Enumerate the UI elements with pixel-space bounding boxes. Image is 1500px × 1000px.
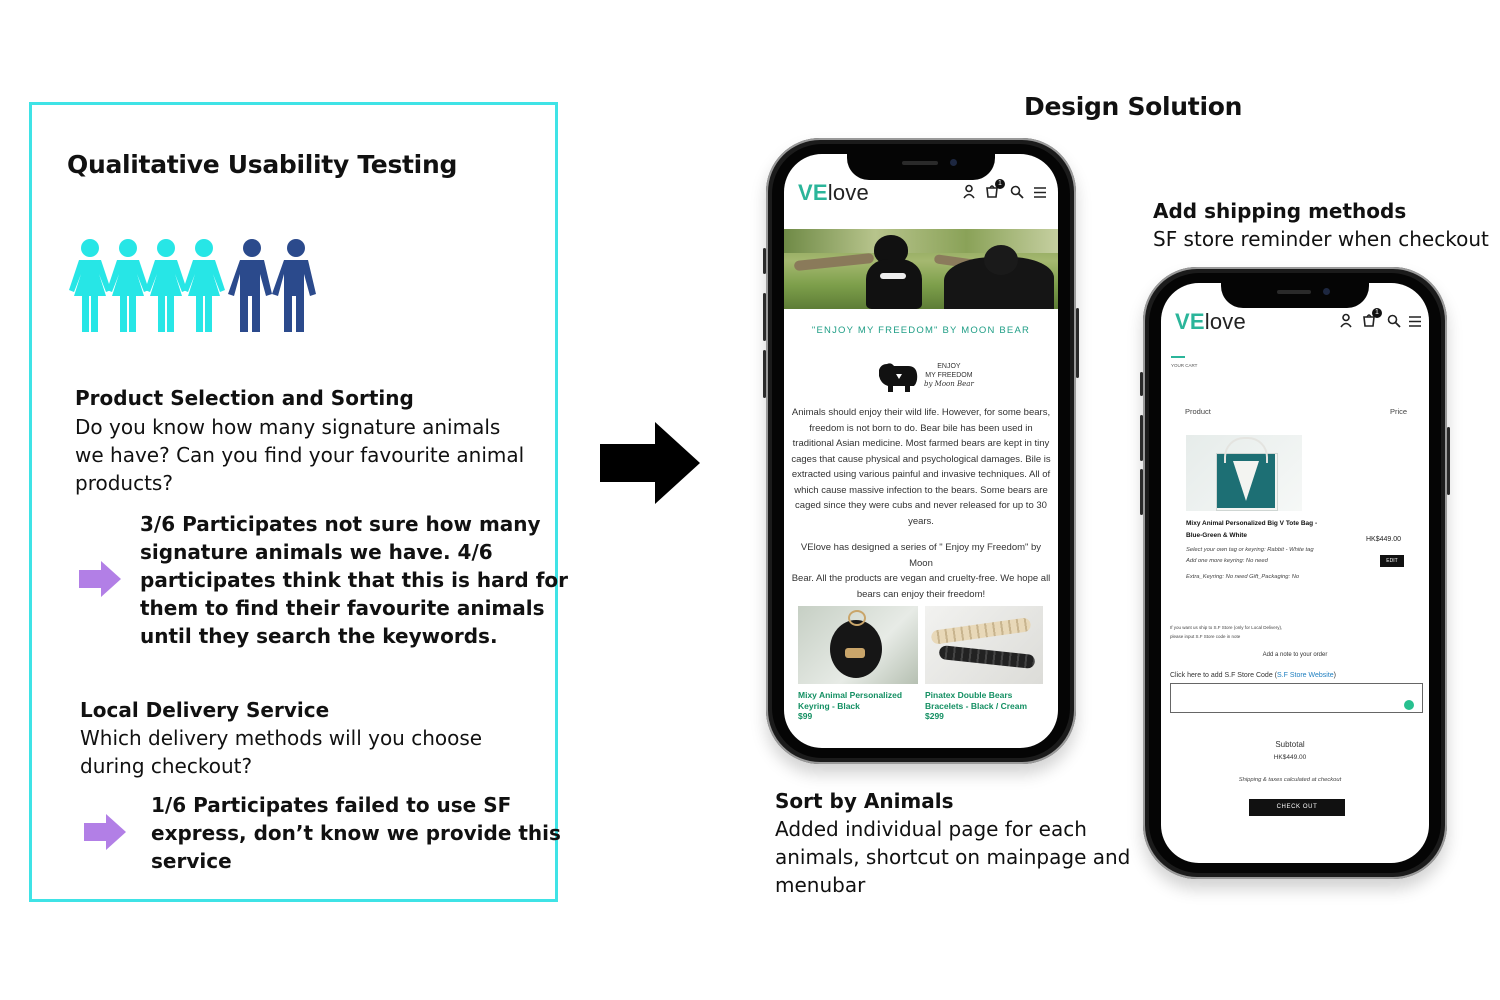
cart-item-name[interactable]: Mixy Animal Personalized Big V Tote Bag - Blue-Green & White bbox=[1186, 520, 1318, 539]
section1-heading: Product Selection and Sorting bbox=[75, 386, 414, 410]
panel-title: Qualitative Usability Testing bbox=[67, 150, 458, 179]
phone2-frame bbox=[1143, 267, 1447, 879]
cart-underline bbox=[1171, 356, 1185, 358]
female-participant-icon bbox=[107, 239, 149, 332]
store-code-input[interactable] bbox=[1170, 683, 1423, 713]
participants-figures bbox=[68, 238, 328, 333]
male-participant-icon bbox=[228, 239, 272, 332]
cart-count-badge: 1 bbox=[995, 179, 1005, 189]
finding2-arrow-icon bbox=[84, 814, 126, 850]
edit-button[interactable]: EDIT bbox=[1380, 555, 1404, 567]
product-keyring[interactable]: Mixy Animal Personalized Keyring - Black $99 bbox=[798, 690, 903, 721]
checkout-button[interactable]: CHECK OUT bbox=[1249, 799, 1345, 816]
collection-badge: ENJOY MY FREEDOM by Moon Bear bbox=[924, 363, 974, 388]
collection-description: Animals should enjoy their wild life. However, for some bears, freedom is not born to do. Bear bile has been used in traditional Asian medicine. Most farmed bears are kept in tiny cages that cause physical and psychological damages. Bile is extracted using various painful and invasive techniques. All of which cause massive infection to the bears. Some bears are caged since they were cubs and never released for up to 30 years. bbox=[791, 407, 1051, 527]
product-bracelets[interactable]: Pinatex Double Bears Bracelets - Black / Cream $299 bbox=[925, 690, 1028, 721]
bear-logo-icon bbox=[876, 360, 918, 392]
male-participant-icon bbox=[272, 239, 316, 332]
cart-item-options: Select your own tag or keyring: Rabbit - White tag Add one more keyring: No need bbox=[1186, 547, 1314, 564]
shipping-note: Shipping & taxes calculated at checkout bbox=[1238, 777, 1342, 783]
account-icon[interactable] bbox=[1339, 313, 1353, 329]
section1-question: Do you know how many signature animals we have? Can you find your favourite animal products? bbox=[75, 415, 525, 495]
caption2-heading: Add shipping methods bbox=[1153, 199, 1407, 223]
search-icon[interactable] bbox=[1010, 185, 1024, 199]
account-icon[interactable] bbox=[962, 184, 976, 200]
menu-icon[interactable] bbox=[1409, 316, 1421, 327]
cart-item-price: HK$449.00 bbox=[1366, 536, 1402, 543]
phone2-logo[interactable]: VElove bbox=[1175, 309, 1246, 334]
your-cart-label: YOUR CART bbox=[1171, 363, 1198, 368]
design-solution-title: Design Solution bbox=[1024, 92, 1243, 121]
female-participant-icon bbox=[145, 239, 187, 332]
phone2-screen bbox=[1161, 283, 1429, 863]
grammarly-icon[interactable] bbox=[1404, 700, 1414, 710]
sf-store-website-link[interactable]: S.F Store Website bbox=[1277, 672, 1334, 679]
right-arrow-icon bbox=[600, 422, 700, 504]
section2-finding: 1/6 Participates failed to use SF express, don’t know we provide this service bbox=[151, 793, 561, 873]
section2-heading: Local Delivery Service bbox=[80, 698, 330, 722]
product-image-bracelets[interactable] bbox=[925, 606, 1043, 684]
female-participant-icon bbox=[183, 239, 225, 332]
phone1-logo[interactable]: VElove bbox=[798, 180, 869, 205]
store-code-label: Click here to add S.F Store Code (S.F Store Website) bbox=[1170, 672, 1337, 679]
cart-count-badge: 1 bbox=[1372, 308, 1382, 318]
collection-mission: VElove has designed a series of " Enjoy my Freedom" by Moon Bear. All the products are vegan and cruelty-free. We hope all bears can enjoy their freedom! bbox=[791, 542, 1051, 600]
female-participant-icon bbox=[69, 239, 111, 332]
col-product: Product bbox=[1185, 407, 1211, 416]
collection-heading: "ENJOY MY FREEDOM" BY MOON BEAR bbox=[811, 325, 1031, 336]
col-price: Price bbox=[1390, 407, 1408, 416]
caption1-heading: Sort by Animals bbox=[775, 789, 954, 813]
caption1-text: Added individual page for each animals, shortcut on mainpage and menubar bbox=[775, 817, 1131, 897]
finding1-arrow-icon bbox=[79, 561, 121, 597]
phone1-frame bbox=[766, 138, 1076, 764]
usability-testing-panel bbox=[29, 102, 558, 902]
tote-bag-image[interactable] bbox=[1186, 435, 1302, 511]
search-icon[interactable] bbox=[1387, 314, 1401, 328]
caption2-text: SF store reminder when checkout bbox=[1153, 227, 1489, 251]
phone1-screen bbox=[784, 154, 1058, 748]
cart-item-extra: Extra_Keyring: No need Gift_Packaging: No bbox=[1186, 574, 1300, 580]
section1-finding: 3/6 Participates not sure how many signature animals we have. 4/6 participates think that this is hard for them to find their favourite animals until they search the keywords. bbox=[140, 512, 569, 648]
product-image-keyring[interactable] bbox=[798, 606, 918, 684]
moon-bear-banner-image bbox=[784, 229, 1058, 309]
sf-store-note: If you want us ship to S.F Store (only for Local Delivery), please input S.F Store code in note bbox=[1170, 625, 1283, 639]
section2-question: Which delivery methods will you choose during checkout? bbox=[80, 726, 483, 778]
menu-icon[interactable] bbox=[1034, 187, 1046, 198]
subtotal-value: HK$449.00 bbox=[1273, 754, 1307, 761]
subtotal-label: Subtotal bbox=[1275, 740, 1305, 749]
add-note-label: Add a note to your order bbox=[1262, 652, 1328, 658]
